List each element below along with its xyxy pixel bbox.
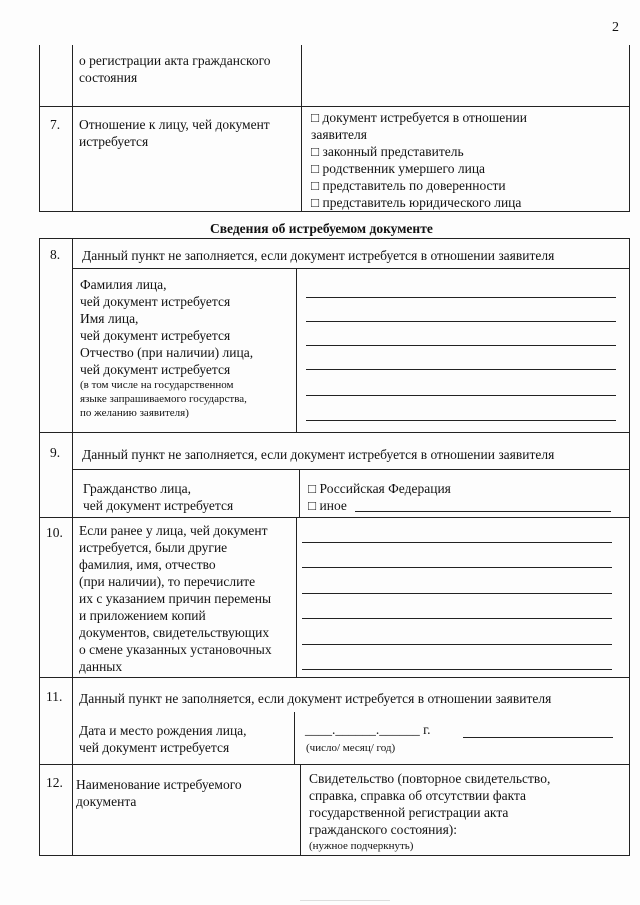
document-type-cont-2: гражданского состояния):	[309, 822, 458, 837]
document-type-cont: государственной регистрации акта	[309, 805, 509, 820]
prev-names-field-4[interactable]	[302, 618, 612, 619]
row7-label: Отношение к лицу, чей документ истребуется	[79, 117, 270, 149]
row8-number: 8.	[50, 247, 61, 262]
row11-label: Дата и место рождения лица, чей документ истребуется	[79, 723, 247, 755]
row9-label: Гражданство лица, чей документ истребуется	[83, 481, 234, 513]
document-type-certificate[interactable]: Свидетельство (повторное свидетельство,	[309, 771, 551, 786]
table2-left-border	[39, 238, 40, 855]
surname-field[interactable]	[306, 297, 616, 298]
other-citizenship-field[interactable]	[355, 511, 611, 512]
row8-label: Фамилия лица, чей документ истребуется Имя лица, чей документ истребуется Отчество (при наличии) лица, чей документ истребуется	[80, 277, 254, 377]
option-other[interactable]: □ иное	[308, 498, 347, 513]
birth-place-field[interactable]	[463, 737, 613, 738]
patronymic-field[interactable]	[306, 369, 616, 370]
row9-bottom	[39, 517, 630, 518]
row9-note: Данный пункт не заполняется, если документ истребуется в отношении заявителя	[82, 447, 555, 462]
prev-names-field-2[interactable]	[302, 567, 612, 568]
option-applicant-cont: заявителя	[311, 127, 367, 142]
row10-number: 10.	[46, 525, 63, 540]
row9-options	[308, 480, 451, 514]
row8-note: Данный пункт не заполняется, если документ истребуется в отношении заявителя	[82, 248, 555, 263]
prev-names-field-6[interactable]	[302, 669, 612, 670]
row12-value	[309, 770, 550, 838]
option-relative[interactable]: □ родственник умершего лица	[311, 161, 486, 176]
date-hint: (число/ месяц/ год)	[306, 742, 396, 754]
extra-field[interactable]	[306, 420, 616, 421]
row11-bottom	[39, 764, 630, 765]
birth-date-field[interactable]: ____.______.______ г.	[305, 722, 431, 737]
patronymic-field-2[interactable]	[306, 395, 616, 396]
table1-left-border	[39, 45, 40, 212]
table1-num-divider	[72, 45, 73, 212]
row12-label: Наименование истребуемого документа	[76, 777, 242, 809]
row10-label: Если ранее у лица, чей документ истребуется, были другие фамилия, имя, отчество (при наличии), то перечислите их с указанием причин перемены и приложением копий документов, свидетельствующих о смене указанных установочных данных	[79, 523, 272, 674]
section-title: Сведения об истребуемом документе	[210, 221, 433, 236]
row12-hint: (нужное подчеркнуть)	[309, 840, 414, 852]
prev-names-field-5[interactable]	[302, 644, 612, 645]
row11-col-divider	[294, 712, 295, 764]
surname-field-2[interactable]	[306, 321, 616, 322]
row9-number: 9.	[50, 445, 61, 460]
continued-label: о регистрации акта гражданского состояния	[79, 53, 271, 85]
row8-col-divider	[296, 268, 297, 432]
page-number: 2	[612, 20, 619, 35]
option-legal-rep[interactable]: □ законный представитель	[311, 144, 464, 159]
name-field[interactable]	[306, 345, 616, 346]
table2-bottom-border	[39, 855, 630, 856]
row10-col-divider	[296, 517, 297, 677]
table1-col-divider	[301, 45, 302, 212]
option-proxy[interactable]: □ представитель по доверенности	[311, 178, 506, 193]
row7-number: 7.	[50, 117, 61, 132]
row11-note: Данный пункт не заполняется, если документ истребуется в отношении заявителя	[79, 691, 552, 706]
row9-note-divider	[72, 469, 630, 470]
table2-top-border	[39, 238, 630, 239]
prev-names-field-1[interactable]	[302, 542, 612, 543]
scan-artifact-line	[300, 900, 390, 901]
row12-number: 12.	[46, 775, 63, 790]
row8-bottom	[39, 432, 630, 433]
table1-bottom-border	[39, 211, 630, 212]
prev-names-field-3[interactable]	[302, 593, 612, 594]
option-applicant[interactable]: □ документ истребуется в отношении	[311, 110, 527, 125]
table2-num-divider	[72, 238, 73, 855]
document-type-reference[interactable]: справка, справка об отсутствии факта	[309, 788, 527, 803]
option-russia[interactable]: □ Российская Федерация	[308, 481, 451, 496]
table2-right-border	[629, 238, 630, 855]
row12-col-divider	[300, 764, 301, 855]
table1-row-divider	[39, 106, 630, 107]
row8-note-small: (в том числе на государственном языке запрашиваемого государства, по желанию заявителя)	[80, 379, 247, 419]
row8-note-divider	[72, 268, 630, 269]
row10-bottom	[39, 677, 630, 678]
option-legal-entity[interactable]: □ представитель юридического лица	[311, 195, 522, 210]
row11-number: 11.	[46, 689, 63, 704]
row9-col-divider	[299, 469, 300, 517]
row7-options	[311, 109, 527, 211]
table1-right-border	[629, 45, 630, 212]
